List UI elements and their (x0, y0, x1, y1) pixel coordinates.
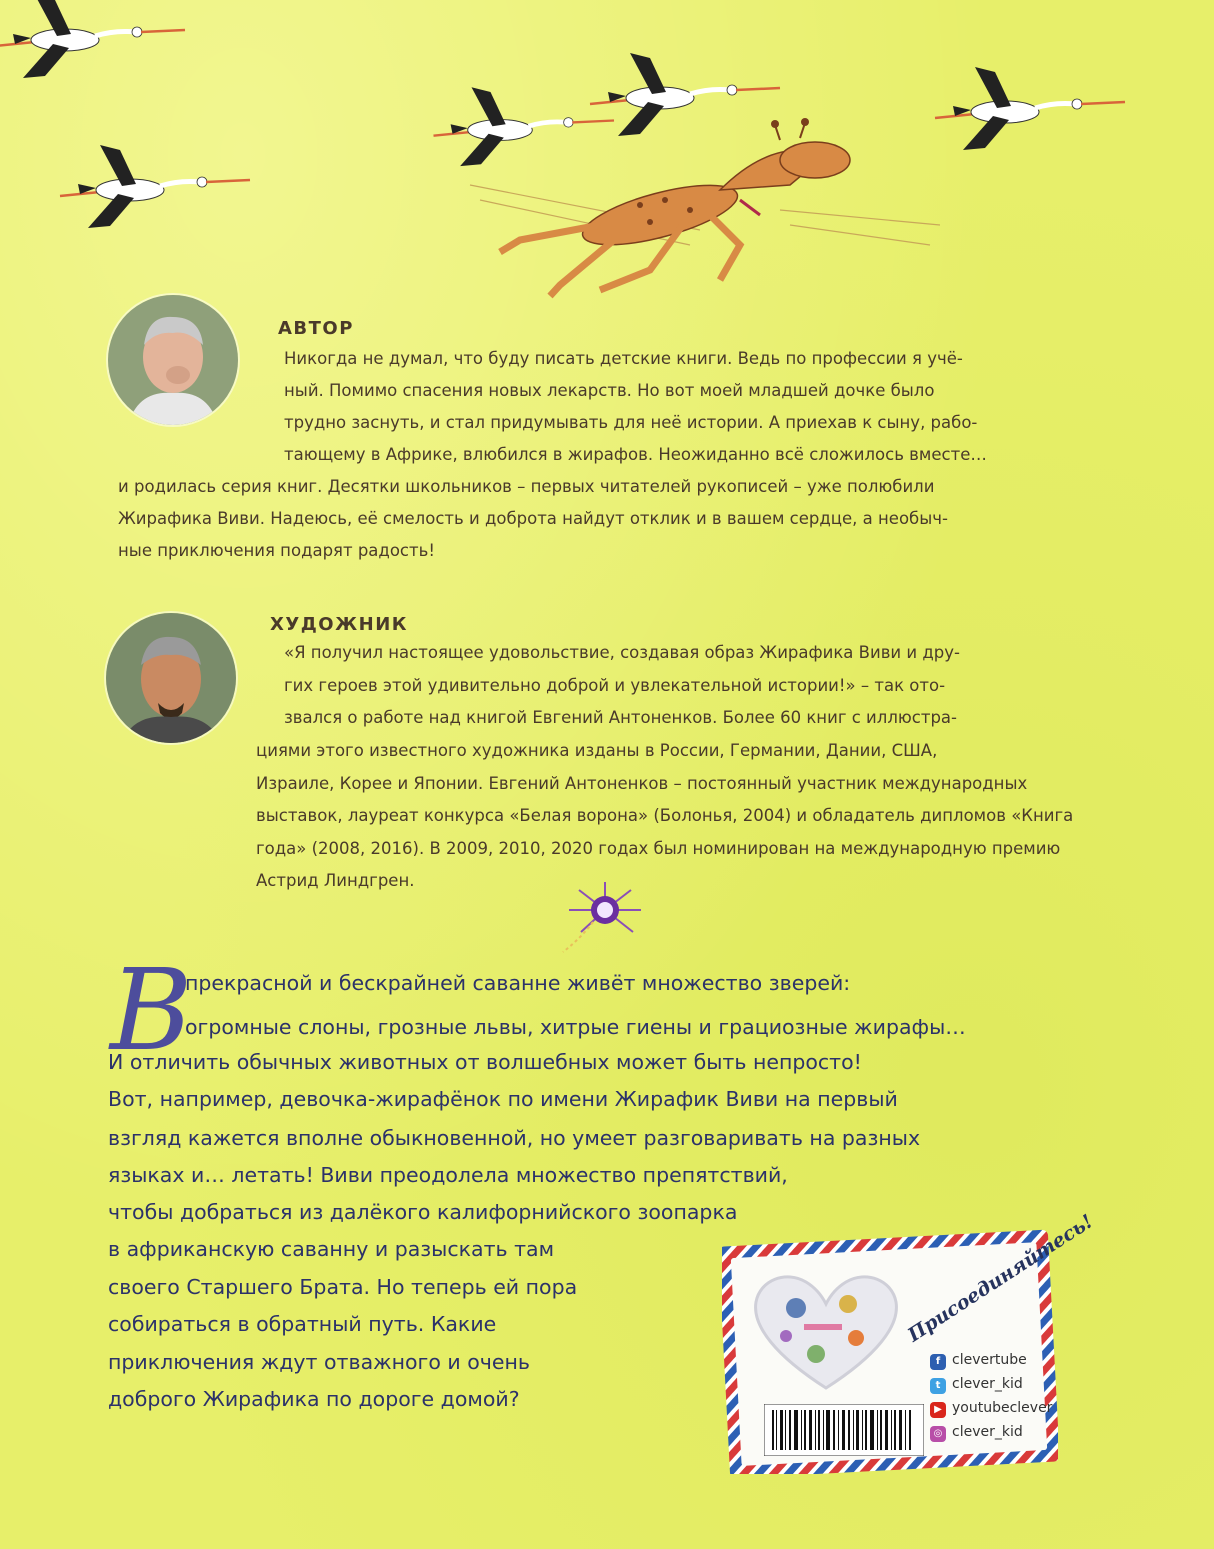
storks-and-giraffe-illustration (0, 0, 1214, 320)
drop-cap: В (110, 946, 193, 1076)
author-heading: АВТОР (278, 318, 354, 339)
join-us-slogan: Присоединяйтесь! (904, 1210, 1097, 1347)
stork-icon (590, 53, 780, 136)
stork-icon (60, 145, 250, 228)
artist-bio-line: года» (2008, 2016). В 2009, 2010, 2020 годах был номинирован на международную премию (256, 838, 1061, 858)
description-line: огромные слоны, грозные львы, хитрые гиены и грациозные жирафы… (185, 1015, 966, 1039)
description-line: приключения ждут отважного и очень (108, 1350, 530, 1374)
description-line: взгляд кажется вполне обыкновенной, но умеет разговаривать на разных (108, 1126, 921, 1150)
heart-collage-icon (746, 1266, 906, 1396)
description-line: языках и… летать! Виви преодолела множество препятствий, (108, 1163, 788, 1187)
description-line: своего Старшего Брата. Но теперь ей пора (108, 1275, 578, 1299)
instagram-icon[interactable]: ◎ (930, 1426, 946, 1442)
stork-icon (0, 0, 185, 78)
author-bio-line: ные приключения подарят радость! (118, 541, 435, 560)
description-line: чтобы добраться из далёкого калифорнийского зоопарка (108, 1200, 738, 1224)
barcode-icon (764, 1404, 924, 1456)
artist-bio-line: «Я получил настоящее удовольствие, создавая образ Жирафика Виви и дру- (284, 643, 960, 662)
social-handle[interactable]: clever_kid (952, 1424, 1023, 1440)
artist-bio (284, 637, 1092, 735)
description-line: в африканскую саванну и разыскать там (108, 1237, 555, 1261)
artist-bio-line: циями этого известного художника изданы в России, Германии, Дании, США, (256, 741, 938, 760)
social-handle[interactable]: clevertube (952, 1352, 1027, 1368)
artist-bio-continued (256, 735, 1092, 898)
stork-icon (434, 87, 615, 166)
author-avatar (108, 295, 238, 425)
author-bio-line: ный. Помимо спасения новых лекарств. Но вот моей младшей дочке было (284, 381, 935, 400)
social-handle[interactable]: clever_kid (952, 1376, 1023, 1392)
author-bio-line: Никогда не думал, что буду писать детские книги. Ведь по профессии я учё- (284, 349, 963, 368)
artist-bio-line: Астрид Линдгрен. (256, 871, 415, 890)
author-bio (284, 343, 1092, 471)
artist-bio-line: выставок, лауреат конкурса «Белая ворона» (Болонья, 2004) и обладатель дипломов «Книга (256, 806, 1074, 825)
author-bio-continued (118, 471, 1092, 567)
artist-avatar (106, 613, 236, 743)
youtube-icon[interactable]: ▶ (930, 1402, 946, 1418)
description-line: Вот, например, девочка-жирафёнок по имени Жирафик Виви на первый (108, 1087, 898, 1111)
social-envelope-sticker (722, 1210, 1097, 1474)
author-bio-line: Жирафика Виви. Надеюсь, её смелость и доброта найдут отклик и в вашем сердце, а необыч- (118, 509, 948, 528)
artist-bio-line: Израиле, Корее и Японии. Евгений Антоненков – постоянный участник международных (256, 773, 1028, 793)
twitter-icon[interactable]: t (930, 1378, 946, 1394)
description-line: прекрасной и бескрайней саванне живёт множество зверей: (185, 971, 851, 995)
stork-icon (935, 67, 1125, 150)
artist-heading: ХУДОЖНИК (270, 614, 408, 635)
sparkle-icon (545, 870, 665, 960)
flying-giraffe-icon (470, 118, 940, 296)
artist-bio-line: гих героев этой удивительно доброй и увлекательной истории!» – так ото- (284, 675, 946, 695)
social-handle[interactable]: youtubeclever (952, 1400, 1053, 1416)
facebook-icon[interactable]: f (930, 1354, 946, 1370)
author-bio-line: тающему в Африке, влюбился в жирафов. Неожиданно всё сложилось вместе… (284, 445, 987, 464)
description-line: И отличить обычных животных от волшебных может быть непросто! (108, 1050, 862, 1074)
artist-bio-line: звался о работе над книгой Евгений Антоненков. Более 60 книг с иллюстра- (284, 708, 957, 727)
author-bio-line: и родилась серия книг. Десятки школьников – первых читателей рукописей – уже полюбили (118, 477, 935, 496)
author-bio-line: трудно заснуть, и стал придумывать для неё истории. А приехав к сыну, рабо- (284, 413, 978, 432)
description-line: собираться в обратный путь. Какие (108, 1312, 497, 1336)
description-line: доброго Жирафика по дороге домой? (108, 1387, 520, 1411)
